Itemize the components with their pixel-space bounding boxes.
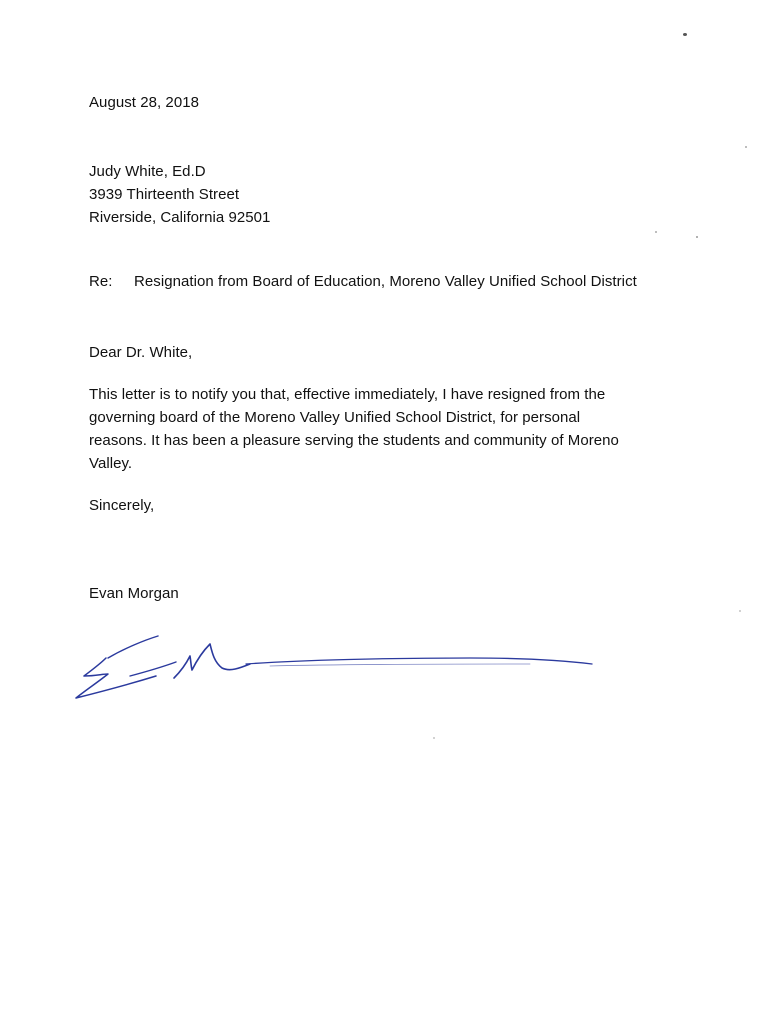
recipient-address bbox=[89, 160, 270, 229]
closing: Sincerely, bbox=[89, 497, 155, 514]
body-line: reasons. It has been a pleasure serving the students and community of Moreno bbox=[89, 432, 619, 449]
recipient-city-state-zip: Riverside, California 92501 bbox=[89, 209, 271, 226]
letter-date: August 28, 2018 bbox=[89, 94, 200, 111]
signature-stroke bbox=[76, 658, 156, 698]
scan-speck bbox=[433, 737, 435, 739]
body-line: Valley. bbox=[89, 455, 133, 472]
signature-stroke bbox=[174, 644, 250, 678]
signature-stroke bbox=[270, 664, 530, 666]
scan-speck bbox=[739, 610, 741, 612]
body-line: governing board of the Moreno Valley Unified School District, for personal bbox=[89, 409, 581, 426]
body-line: This letter is to notify you that, effective immediately, I have resigned from the bbox=[89, 386, 606, 403]
recipient-name: Judy White, Ed.D bbox=[89, 163, 206, 180]
signature-stroke bbox=[108, 636, 158, 658]
recipient-street: 3939 Thirteenth Street bbox=[89, 186, 240, 203]
scan-speck bbox=[745, 146, 747, 148]
handwritten-signature bbox=[70, 628, 600, 708]
letter-body bbox=[89, 383, 619, 475]
scan-speck bbox=[655, 231, 657, 233]
signature-stroke bbox=[130, 662, 176, 676]
signer-name: Evan Morgan bbox=[89, 585, 179, 602]
signature-stroke bbox=[246, 658, 592, 664]
scan-speck bbox=[683, 33, 687, 36]
re-subject: Resignation from Board of Education, Moreno Valley Unified School District bbox=[134, 273, 637, 290]
salutation: Dear Dr. White, bbox=[89, 344, 193, 361]
subject-line bbox=[89, 270, 637, 293]
re-label: Re: bbox=[89, 273, 113, 290]
scan-speck bbox=[696, 236, 698, 238]
